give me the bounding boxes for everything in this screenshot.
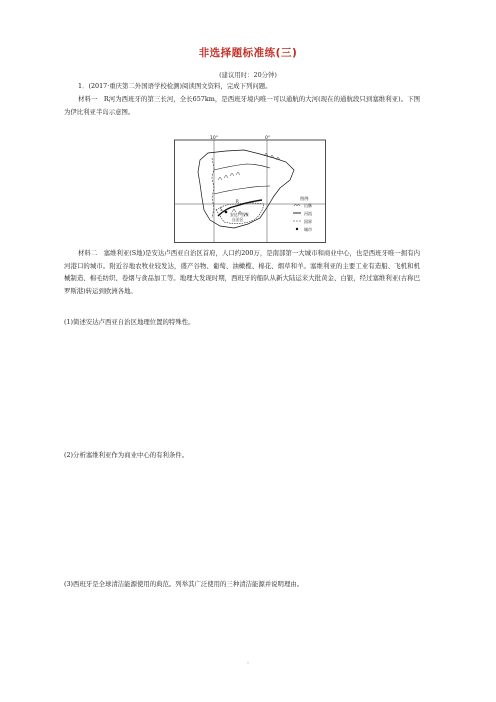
legend-city-icon [296,228,298,230]
question-part-3: (3)西班牙是全球清洁能源使用的典范。列举其广泛使用的三种清洁能源并说明理由。 [64,580,304,588]
material-one [64,93,420,118]
city-s-marker [225,211,228,214]
question-part-2: (2)分析塞维利亚作为商业中心的有利条件。 [64,451,189,459]
legend-river-label: 河流 [304,211,312,216]
region-label-line1: 安达卢西亚 [230,212,249,217]
river-r-label: R [236,199,239,204]
material-two [64,247,420,297]
lon-label-10w: 10° [210,136,218,141]
question-intro-text: 1．(2017·重庆第二外国语学校检测)阅读图文资料，完成下列问题。 [78,82,272,90]
iberia-map-figure [174,134,326,243]
map-frame [175,140,326,243]
region-label-line2: 自治区 [232,217,244,222]
legend-mountain-label: 山脉 [304,203,312,208]
city-s-label: S [220,207,223,212]
time-suggestion: (建议用时：20分钟) [219,71,277,79]
question-part-1: (1)简述安达卢西亚自治区地理位置的特殊性。 [64,318,195,326]
legend-border-label: 国界 [304,219,312,224]
legend-title: 图例 [300,196,309,201]
page-title: 非选择题标准练(三) [198,47,298,59]
iberia-map-svg [174,134,326,243]
legend-city-label: 城市 [304,227,312,232]
question-intro [64,80,420,93]
page-number: 1 [246,660,250,665]
material-two-text: 材料二 塞维利亚(S地)是安达卢西亚自治区首府，人口约200万，是南部第一大城市和商业中心，也是西班牙唯一拥有内河港口的城市。附近谷地农牧业较发达，盛产谷物、葡萄、油橄榄、棉花、烟草和羊。塞维利亚的主要工业有造船、飞机和机械制造、棉毛纺织、卷烟与食品加工等。地理大发现时期，西班牙的船队从新大陆运来大批黄金、白银，经过塞维利亚(古称巴罗斯港)转运到欧洲各地。 [64,249,420,295]
material-one-text: 材料一 R河为西班牙的第三长河，全长657km，是西班牙境内唯一可以通航的大河(现在的通航段只到塞维利亚)。下图为伊比利亚半岛示意图。 [64,95,420,116]
lon-label-0: 0° [265,136,271,141]
